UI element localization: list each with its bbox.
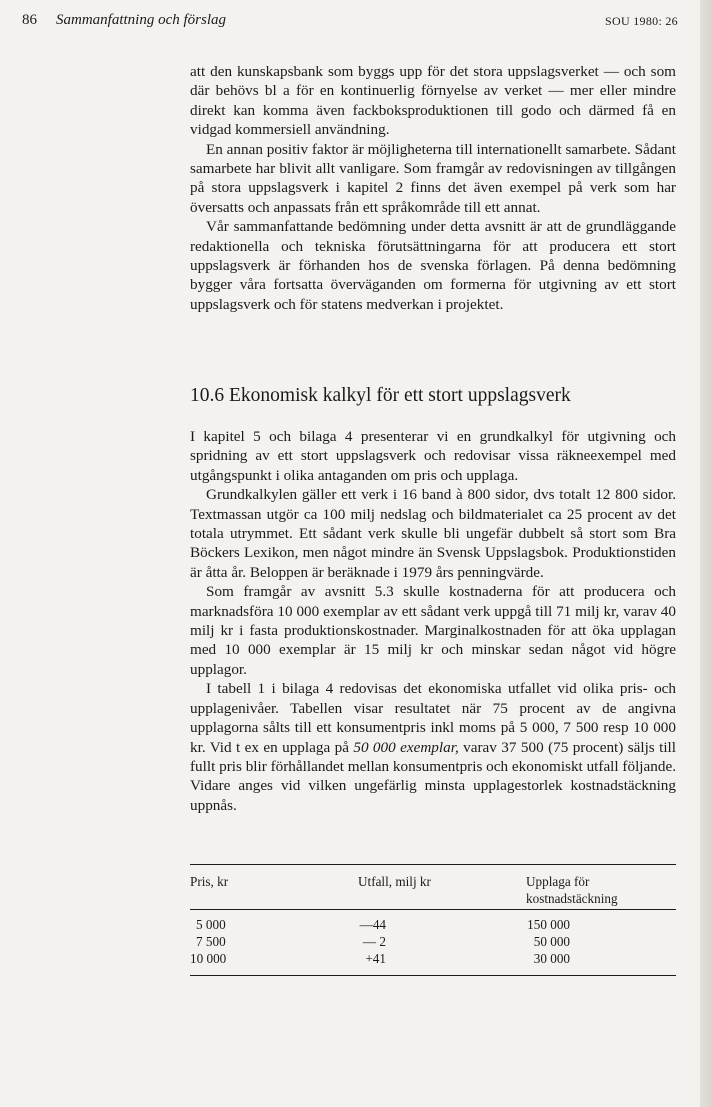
- intro-text: [190, 62, 676, 314]
- paragraph: Som framgår av avsnitt 5.3 skulle kostnaderna för att producera och marknadsföra 10 000 exemplar av ett sådant verk uppgå till 71 milj kr, varav 40 milj kr i fasta produktionskostnader. Marginalkostnaden för att öka upplagan med 10 000 exemplar är 15 milj kr och minskar sedan något vid högre upplagor.: [190, 583, 676, 678]
- cell-break-even: 30 000: [533, 951, 570, 966]
- paragraph: Vår sammanfattande bedömning under detta avsnitt är att de grundläggande redaktionella och tekniska förutsättningarna för att producera ett stort uppslagsverk är förhanden hos de svenska förlagen. På denna bedömning bygger våra fortsatta överväganden om formerna för utgivning av ett stort uppslagsverk och för statens medverkan i projektet.: [190, 218, 676, 313]
- paragraph: Grundkalkylen gäller ett verk i 16 band à 800 sidor, dvs totalt 12 800 sidor. Textmassan utgör ca 100 milj nedslag och bildmaterialet ca 25 procent av det totala utrymmet. Ett sådant verk skulle bli ungefär dubbelt så stort som Bra Böckers Lexikon, men något mindre än Svensk Uppslagsbok. Produktionstiden är åtta år. Beloppen är beräknade i 1979 års penningvärde.: [190, 486, 676, 581]
- col-header-break-even: Upplaga för kostnadstäckning: [526, 874, 618, 906]
- paragraph-text: I tabell 1 i bilaga 4 redovisas det ekonomiska utfallet vid olika pris- och upplagenivåer. Tabellen visar resultatet när 75 procent av de angivna upplagorna sålts till ett konsumentpris inkl moms på 5 000, 7 500 resp 10 000 kr. Vid t ex en upplaga på: [190, 680, 676, 756]
- cell-break-even: 50 000: [533, 934, 570, 949]
- section-text: [190, 427, 676, 815]
- table-row: [190, 933, 676, 950]
- col-header-price: Pris, kr: [190, 874, 229, 889]
- paragraph: att den kunskapsbank som byggs upp för det stora uppslagsverket — och som där behövs bl a för en kontinuerlig förnyelse av verket — mer eller mindre direkt kan komma även fackboksproduktionen till godo och därmed få en vidgad kommersiell användning.: [190, 63, 676, 139]
- table-row: [190, 950, 676, 967]
- table-header-row: [190, 865, 676, 909]
- price-outcome-table: [190, 864, 676, 976]
- cell-break-even: 150 000: [527, 917, 570, 932]
- table-row: [190, 916, 676, 933]
- col-header-outcome: Utfall, milj kr: [358, 874, 431, 889]
- paragraph-text: varav 37 500 (75 procent) säljs till fullt pris blir förhållandet mellan konsumentpris och ekonomiskt utfall följande. Vidare anges vid vilken ungefärlig minsta upplagestorlek kostnadstäckning uppnås.: [190, 738, 676, 814]
- cell-outcome: —44: [359, 917, 386, 932]
- cell-outcome: +41: [365, 951, 386, 966]
- page-edge: [700, 0, 712, 1107]
- cell-price: 10 000: [190, 951, 227, 966]
- cell-price: 7 500: [196, 934, 226, 949]
- page-number: 86: [22, 12, 37, 28]
- paragraph: [190, 679, 676, 815]
- emphasis: 50 000 exemplar,: [353, 738, 459, 756]
- cell-outcome: — 2: [362, 934, 386, 949]
- report-reference: SOU 1980: 26: [605, 14, 678, 28]
- section-heading: 10.6 Ekonomisk kalkyl för ett stort uppslagsverk: [190, 385, 571, 406]
- paragraph: En annan positiv faktor är möjligheterna till internationellt samarbete. Sådant samarbete har blivit allt vanligare. Som framgår av redovisningen av tillgången på stora uppslagsverk i kapitel 2 finns det även exempel på verk som har översatts och anpassats från ett språkområde till ett annat.: [190, 140, 676, 216]
- table-bottom-rule: [190, 975, 676, 976]
- chapter-title: Sammanfattning och förslag: [56, 12, 227, 28]
- cell-price: 5 000: [196, 917, 226, 932]
- paragraph: I kapitel 5 och bilaga 4 presenterar vi en grundkalkyl för utgivning och spridning av ett stort uppslagsverk och redovisar vissa räkneexempel med utgångspunkt i olika antaganden om pris och upplaga.: [190, 428, 676, 484]
- table-body: [190, 910, 676, 975]
- running-header: [22, 12, 678, 34]
